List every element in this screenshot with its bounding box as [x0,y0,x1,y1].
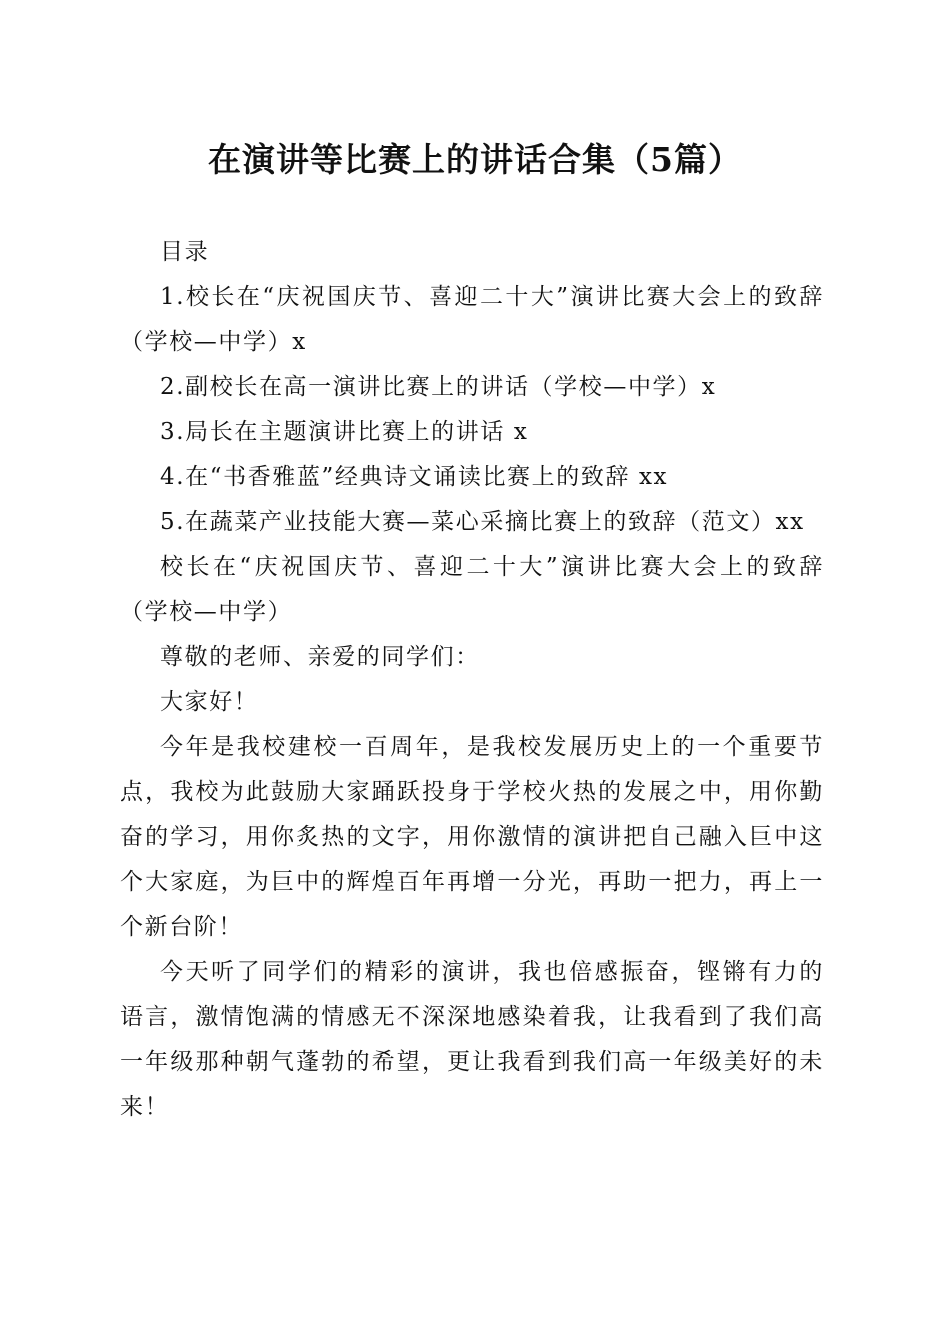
toc-item-5: 5.在蔬菜产业技能大赛—菜心采摘比赛上的致辞（范文）xx [160,509,805,535]
toc-item-3: 3.局长在主题演讲比赛上的讲话 x [160,419,529,445]
toc-item-1: 1.校长在“庆祝国庆节、喜迎二十大”演讲比赛大会上的致辞（学校—中学）x [120,284,824,355]
toc-item-2: 2.副校长在高一演讲比赛上的讲话（学校—中学）x [160,374,717,400]
document-title: 在演讲等比赛上的讲话合集（5篇） [208,140,742,179]
toc-item-4: 4.在“书香雅蓝”经典诗文诵读比赛上的致辞 xx [160,464,669,490]
speech-paragraph-2: 今天听了同学们的精彩的演讲，我也倍感振奋，铿锵有力的语言，激情饱满的情感无不深深地感染着我，让我看到了我们高一年级那种朝气蓬勃的希望，更让我看到我们高一年级美好的未来！ [120,959,824,1120]
speech-heading: 校长在“庆祝国庆节、喜迎二十大”演讲比赛大会上的致辞（学校—中学） [120,554,824,625]
toc-heading: 目录 [160,239,210,265]
speech-greeting: 大家好！ [160,689,259,715]
document-body [120,230,824,1130]
speech-paragraph-1: 今年是我校建校一百周年，是我校发展历史上的一个重要节点，我校为此鼓励大家踊跃投身于学校火热的发展之中，用你勤奋的学习，用你炙热的文字，用你激情的演讲把自己融入巨中这个大家庭，为巨中的辉煌百年再增一分光，再助一把力，再上一个新台阶！ [120,734,824,940]
speech-salutation: 尊敬的老师、亲爱的同学们： [160,644,480,670]
